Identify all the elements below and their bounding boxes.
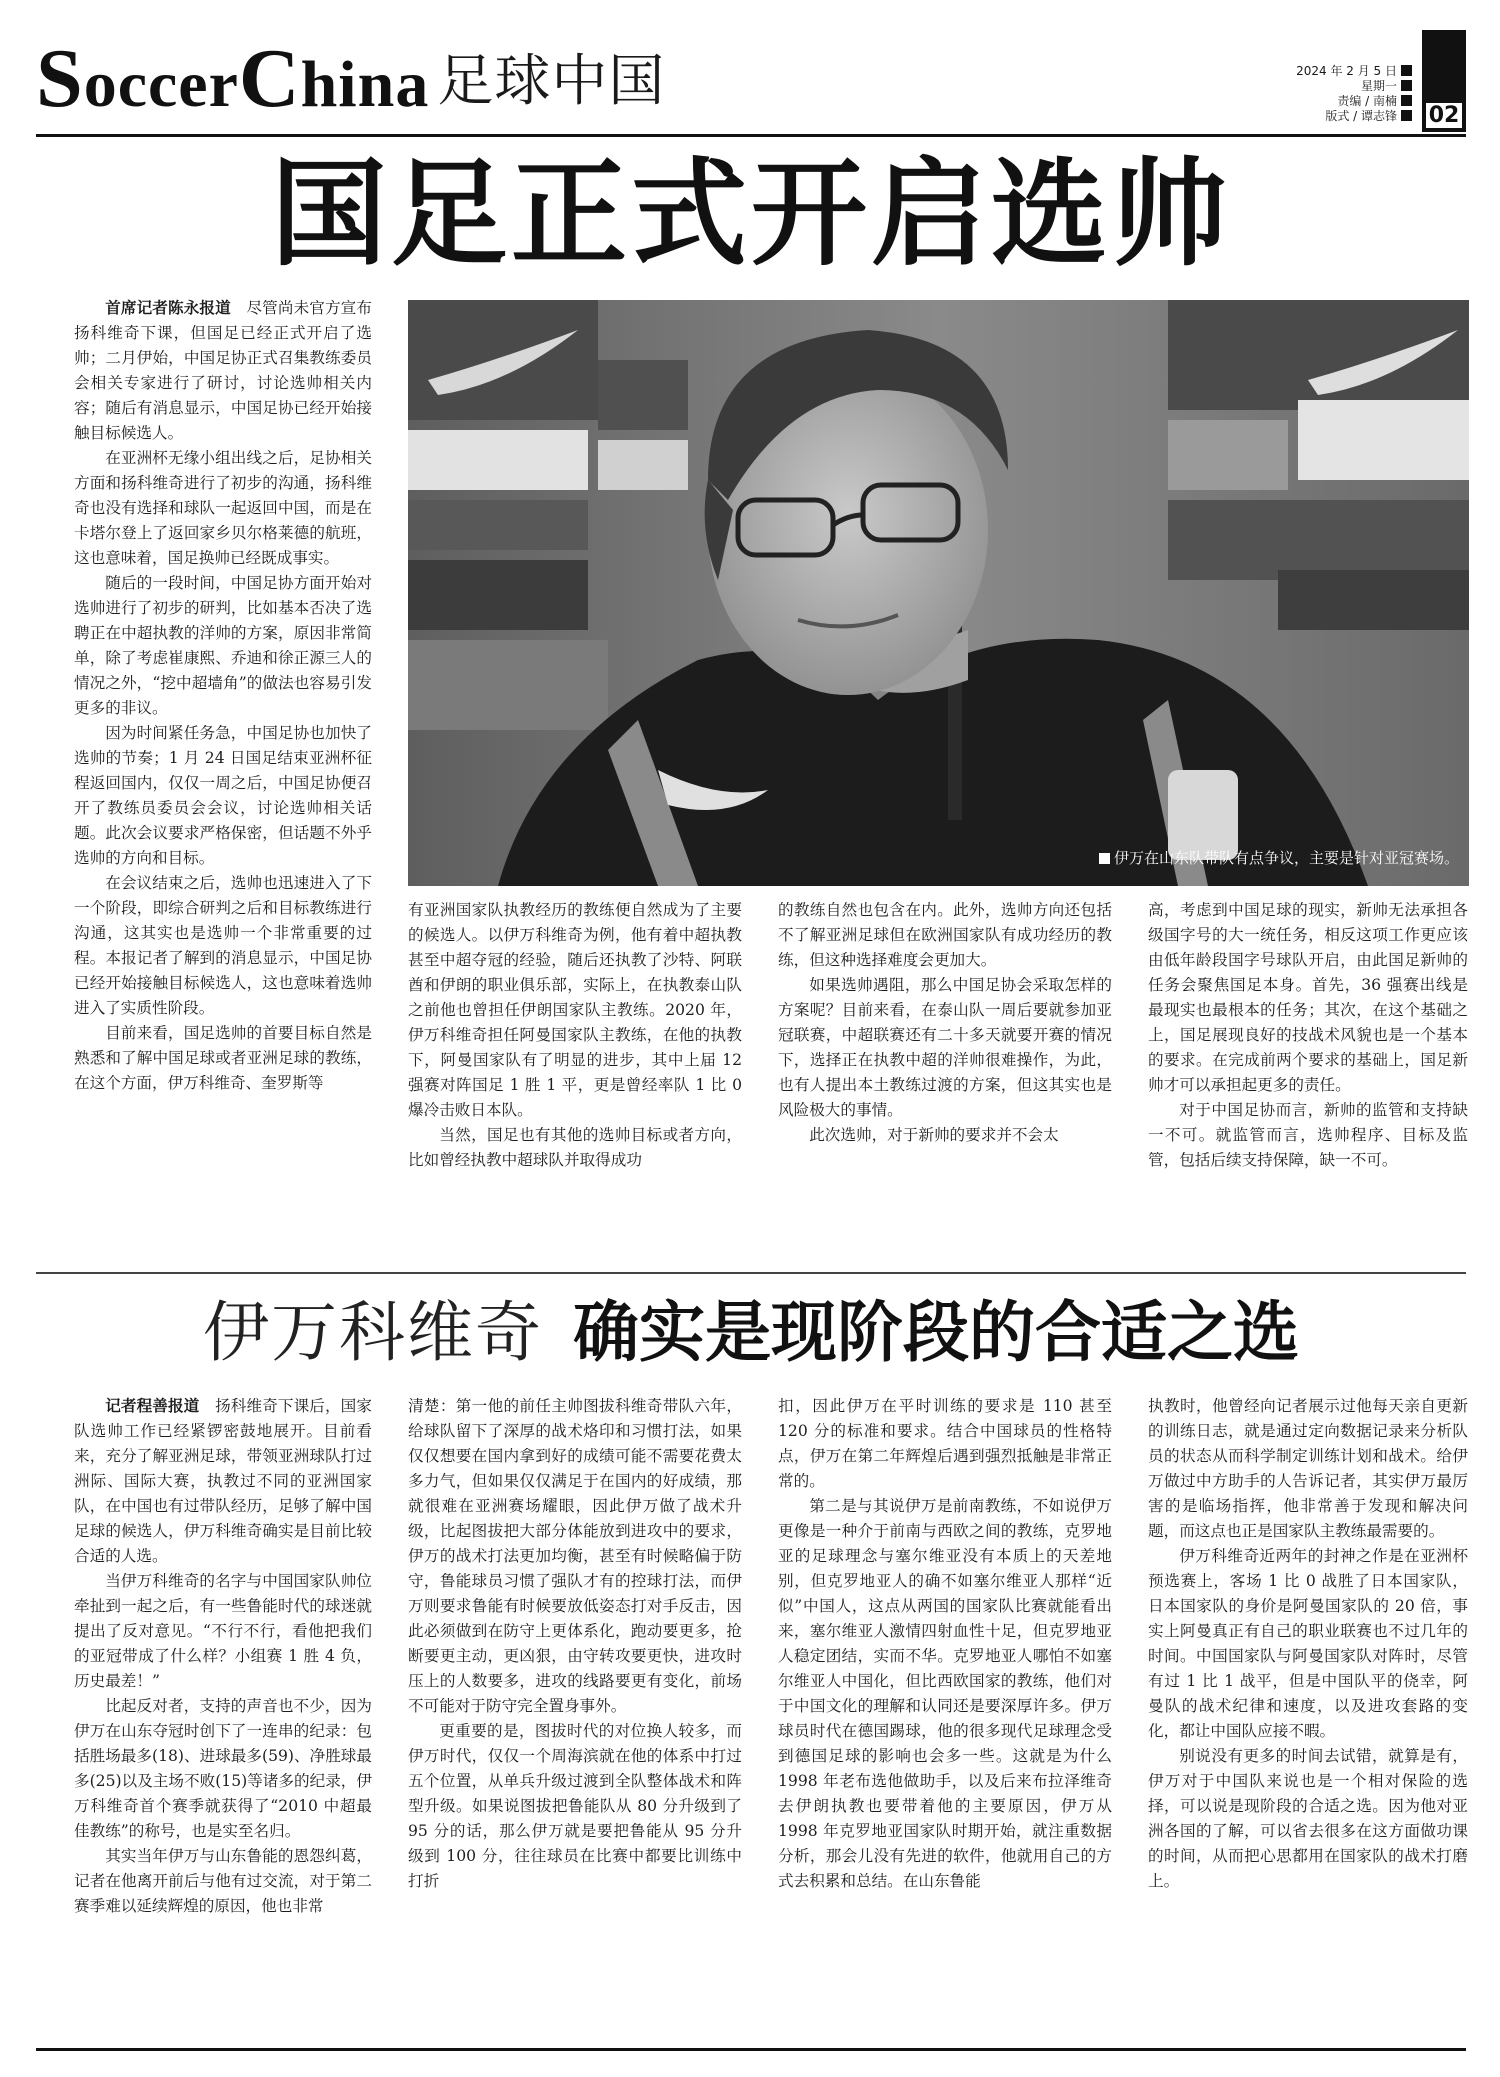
coach-photo	[408, 300, 1469, 886]
second-headline-main: 确实是现阶段的合适之选	[573, 1294, 1299, 1371]
coach-photo-illustration	[408, 300, 1469, 886]
article-paragraph: 因为时间紧任务急，中国足协也加快了选帅的节奏；1 月 24 日国足结束亚洲杯征程返回国内，仅仅一周之后，中国足协便召开了教练员委员会会议，讨论选帅相关话题。此次会议要求严格保密，但话题不外乎选帅的方向和目标。	[74, 724, 372, 867]
page-number: 02	[1426, 103, 1462, 128]
article-paragraph: 当伊万科维奇的名字与中国国家队帅位牵扯到一起之后，有一些鲁能时代的球迷就提出了反对意见。“不行不行，看他把我们的亚冠带成了什么样？小组赛 1 胜 4 负，历史最差！”	[74, 1572, 372, 1690]
article-paragraph: 其实当年伊万与山东鲁能的恩怨纠葛，记者在他离开前后与他有过交流，对于第二赛季难以延续辉煌的原因，他也非常	[74, 1847, 372, 1915]
article-paragraph: 清楚：第一他的前任主帅图拔科维奇带队六年，给球队留下了深厚的战术烙印和习惯打法，如果仅仅想要在国内拿到好的成绩可能不需要花费太多力气，但如果仅仅满足于在国内的好成绩，那就很难在亚洲赛场耀眼，因此伊万做了战术升级，比起图拔把大部分体能放到进攻中的要求，伊万的战术打法更加均衡，甚至有时候略偏于防守，鲁能球员习惯了强队才有的控球打法，而伊万则要求鲁能有时候要放低姿态打对手反击，因此必须做到在防守上更体系化，跑动要更多，抢断要更主动，更凶狠，由守转攻要更快，进攻时压上的人数要多，进攻的线路要更有变化，前场不可能对于防守完全置身事外。	[408, 1397, 742, 1715]
main-article-column-3	[778, 898, 1112, 1148]
issue-date: 2024 年 2 月 5 日	[1296, 64, 1412, 79]
second-article-column-4	[1148, 1394, 1468, 1894]
article-paragraph: 扣，因此伊万在平时训练的要求是 110 甚至 120 分的标准和要求。结合中国球员的性格特点，伊万在第二年辉煌后遇到强烈抵触是非常正常的。	[778, 1397, 1112, 1490]
issue-design: 版式 / 谭志锋	[1296, 109, 1412, 124]
article-paragraph: 记者程善报道 扬科维奇下课后，国家队选帅工作已经紧锣密鼓地展开。目前看来，充分了解亚洲足球，带领亚洲球队打过洲际、国际大赛，执教过不同的亚洲国家队，在中国也有过带队经历，足够了解中国足球的候选人，伊万科维奇确实是目前比较合适的人选。	[74, 1397, 372, 1565]
issue-info	[1296, 64, 1412, 124]
article-paragraph: 对于中国足协而言，新帅的监管和支持缺一不可。就监管而言，选帅程序、目标及监管，包括后续支持保障，缺一不可。	[1148, 1101, 1468, 1169]
article-paragraph: 的教练自然也包含在内。此外，选帅方向还包括不了解亚洲足球但在欧洲国家队有成功经历的教练，但这种选择难度会更加大。	[778, 901, 1112, 969]
byline: 记者程善报道	[105, 1397, 200, 1415]
brand-logo: SoccerChina 足球中国	[36, 32, 666, 125]
article-paragraph: 随后的一段时间，中国足协方面开始对选帅进行了初步的研判，比如基本否决了选聘正在中超执教的洋帅的方案，原因非常简单，除了考虑崔康熙、乔迪和徐正源三人的情况之外，“挖中超墙角”的做法也容易引发更多的非议。	[74, 574, 372, 717]
brand-chinese: 足球中国	[437, 49, 666, 114]
issue-weekday: 星期一	[1296, 79, 1412, 94]
article-paragraph: 比起反对者，支持的声音也不少，因为伊万在山东夺冠时创下了一连串的纪录：包括胜场最多(18)、进球最多(59)、净胜球最多(25)以及主场不败(15)等诸多的纪录，伊万科维奇首个赛季就获得了“2010 中超最佳教练”的称号，也是实至名归。	[74, 1697, 372, 1840]
byline: 首席记者陈永报道	[105, 299, 231, 317]
second-headline-name: 伊万科维奇	[203, 1294, 543, 1371]
section-divider	[36, 1272, 1466, 1274]
article-paragraph: 目前来看，国足选帅的首要目标自然是熟悉和了解中国足球或者亚洲足球的教练，在这个方面，伊万科维奇、奎罗斯等	[74, 1024, 372, 1092]
main-headline: 国足正式开启选帅	[271, 147, 1231, 282]
main-article-column-1	[74, 296, 372, 1096]
article-paragraph: 更重要的是，图拔时代的对位换人较多，而伊万时代，仅仅一个周海滨就在他的体系中打过五个位置，从单兵升级过渡到全队整体战术和阵型升级。如果说图拔把鲁能队从 80 分升级到了 95 分的话，那么伊万就是要把鲁能从 95 分升级到 100 分，往往球员在比赛中都要比训练中打折	[408, 1722, 742, 1890]
main-article-column-4	[1148, 898, 1468, 1173]
photo-caption: 伊万在山东队带队有点争议，主要是针对亚冠赛场。	[1099, 847, 1459, 868]
second-article-column-3	[778, 1394, 1112, 1894]
page-number-box	[1422, 30, 1466, 132]
article-paragraph: 高，考虑到中国足球的现实，新帅无法承担各级国字号的大一统任务，相反这项工作更应该由低年龄段国字号球队开启，由此国足新帅的任务会聚焦国足本身。首先，36 强赛出线是最现实也最根本的任务；其次，在这个基础之上，国足展现良好的技战术风貌也是一个基本的要求。在完成前两个要求的基础上，国足新帅才可以承担起更多的责任。	[1148, 901, 1468, 1094]
article-paragraph: 首席记者陈永报道 尽管尚未官方宣布扬科维奇下课，但国足已经正式开启了选帅；二月伊始，中国足协正式召集教练委员会相关专家进行了研讨，讨论选帅相关内容；随后有消息显示，中国足协已经开始接触目标候选人。	[74, 299, 372, 442]
article-paragraph: 如果选帅遇阻，那么中国足协会采取怎样的方案呢？目前来看，在泰山队一周后要就参加亚冠联赛，中超联赛还有二十多天就要开赛的情况下，选择正在执教中超的洋帅很难操作，为此，也有人提出本土教练过渡的方案，但这其实也是风险极大的事情。	[778, 976, 1112, 1119]
article-paragraph: 在亚洲杯无缘小组出线之后，足协相关方面和扬科维奇进行了初步的沟通，扬科维奇也没有选择和球队一起返回中国，而是在卡塔尔登上了返回家乡贝尔格莱德的航班，这也意味着，国足换帅已经既成事实。	[74, 449, 372, 567]
article-paragraph: 此次选帅，对于新帅的要求并不会太	[809, 1126, 1059, 1144]
second-article-column-2	[408, 1394, 742, 1894]
article-paragraph: 有亚洲国家队执教经历的教练便自然成为了主要的候选人。以伊万科维奇为例，他有着中超执教甚至中超夺冠的经验，随后还执教了沙特、阿联酋和伊朗的职业俱乐部，实际上，在执教泰山队之前他也曾担任伊朗国家队主教练。2020 年，伊万科维奇担任阿曼国家队主教练，在他的执教下，阿曼国家队有了明显的进步，其中上届 12 强赛对阵国足 1 胜 1 平，更是曾经率队 1 比 0 爆冷击败日本队。	[408, 901, 742, 1119]
article-paragraph: 执教时，他曾经向记者展示过他每天亲自更新的训练日志，就是通过定向数据记录来分析队员的状态从而科学制定训练计划和战术。给伊万做过中方助手的人告诉记者，其实伊万最厉害的是临场指挥，他非常善于发现和解决问题，而这点也正是国家队主教练最需要的。	[1148, 1397, 1468, 1540]
second-article-column-1	[74, 1394, 372, 1919]
masthead	[36, 30, 1466, 134]
article-paragraph: 伊万科维奇近两年的封神之作是在亚洲杯预选赛上，客场 1 比 0 战胜了日本国家队，日本国家队的身价是阿曼国家队的 20 倍，事实上阿曼真正有自己的职业联赛也不过几年的时间。中国国家队与阿曼国家队对阵时，尽管有过 1 比 1 战平，但是中国队平的侥幸，阿曼队的战术纪律和速度，以及进攻套路的变化，都让中国队应接不暇。	[1148, 1547, 1468, 1740]
second-headline	[36, 1285, 1466, 1381]
masthead-rule	[36, 134, 1466, 137]
main-article-column-2	[408, 898, 742, 1173]
page-bottom-rule	[36, 2048, 1466, 2051]
issue-editor: 责编 / 南楠	[1296, 94, 1412, 109]
article-paragraph: 别说没有更多的时间去试错，就算是有，伊万对于中国队来说也是一个相对保险的选择，可以说是现阶段的合适之选。因为他对亚洲各国的了解，可以省去很多在这方面做功课的时间，从而把心思都用在国家队的战术打磨上。	[1148, 1747, 1468, 1890]
article-paragraph: 在会议结束之后，选帅也迅速进入了下一个阶段，即综合研判之后和目标教练进行沟通，这其实也是选帅一个非常重要的过程。本报记者了解到的消息显示，中国足协已经开始接触目标候选人，这也意味着选帅进入了实质性阶段。	[74, 874, 372, 1017]
article-paragraph: 第二是与其说伊万是前南教练，不如说伊万更像是一种介于前南与西欧之间的教练，克罗地亚的足球理念与塞尔维亚没有本质上的天差地别，但克罗地亚人的确不如塞尔维亚人那样“近似”中国人，这点从两国的国家队比赛就能看出来，塞尔维亚人激情四射血性十足，但克罗地亚人稳定团结，实而不华。克罗地亚人哪怕不如塞尔维亚人中国化，但比西欧国家的教练，他们对于中国文化的理解和认同还是要深厚许多。伊万球员时代在德国踢球，他的很多现代足球理念受到德国足球的影响也会多一些。这就是为什么 1998 年老布选他做助手，以及后来布拉泽维奇去伊朗执教也要带着他的主要原因，伊万从 1998 年克罗地亚国家队时期开始，就注重数据分析，那会儿没有先进的软件，他就用自己的方式去积累和总结。在山东鲁能	[778, 1497, 1112, 1890]
article-paragraph: 当然，国足也有其他的选帅目标或者方向，比如曾经执教中超球队并取得成功	[408, 1126, 742, 1169]
